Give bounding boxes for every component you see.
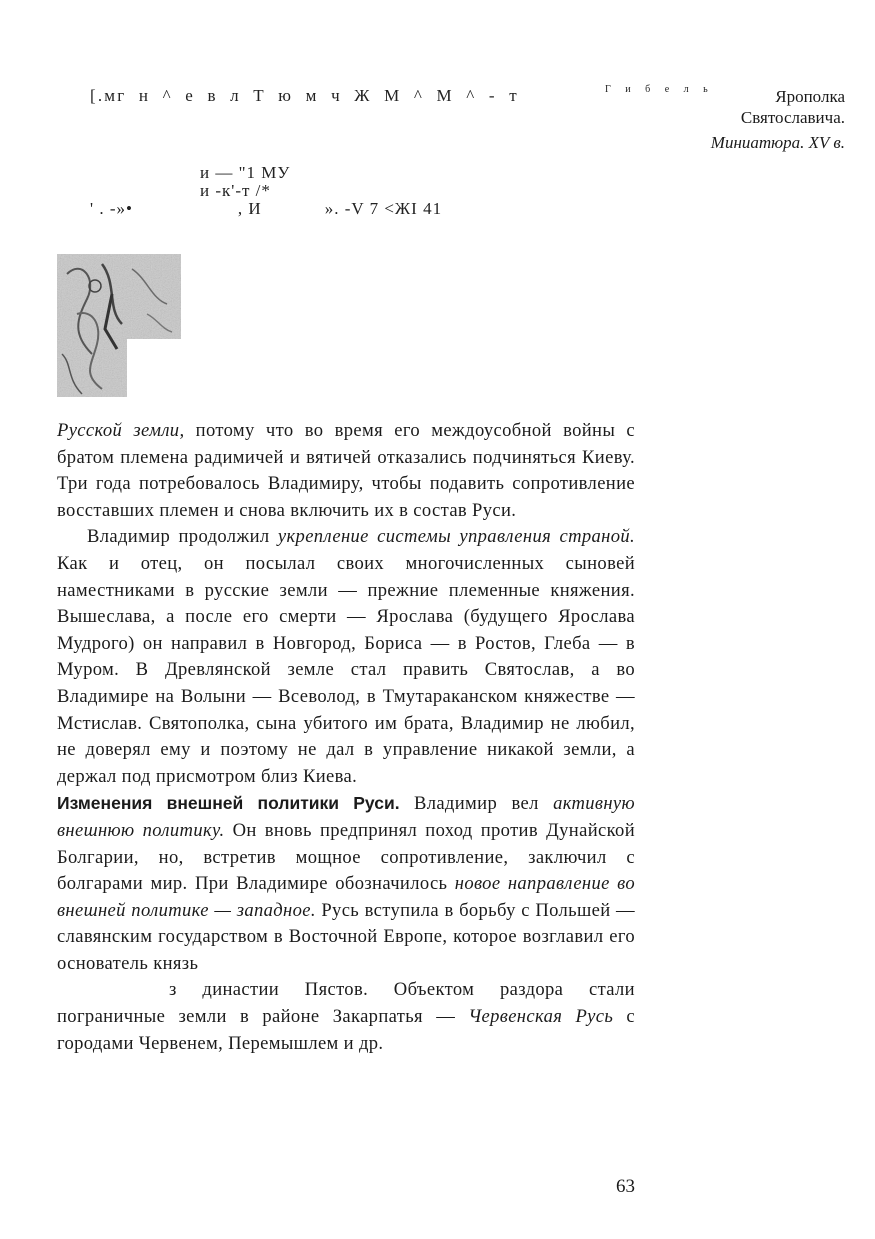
miniature-drawing [57, 254, 181, 397]
page-number: 63 [616, 1176, 635, 1197]
p3-italic-1: активную внешнюю политику. [57, 793, 635, 841]
p3-b: Он вновь предпринял поход против Дунайской Болгарии, но, встретив мощное сопротивление, заключил с болгарами мир. При Владимире обозначилось [57, 819, 635, 895]
caption-line-1: Ярополка [775, 87, 845, 106]
paragraph-3 [57, 790, 635, 1057]
figure-caption [711, 86, 845, 153]
p2-italic: укрепление системы управления страной. [277, 526, 636, 548]
p2-start: Владимир продолжил [87, 526, 278, 548]
caption-line-2: Святославича. [740, 108, 845, 127]
miniature-image [57, 254, 181, 397]
p1-text: потому что во время его междоусобной войны с братом племена радимичей и вятичей отказались подчиняться Киеву. Три года потребовалось Владимиру, чтобы подавить сопротивление восставших племен и снова включить их в состав Руси. [57, 420, 635, 521]
ocr-garble-line-3: и -к'-т /* [200, 181, 271, 200]
caption-line-3: Миниатюра. XV в. [710, 133, 845, 152]
ocr-garble-line-2: и — "1 МУ [200, 163, 291, 182]
p3-e: с городами Червенем, Перемышлем и др. [57, 1006, 636, 1054]
ocr-garble-line-4: ' . -»• , И ». -V 7 <ЖI 41 [90, 199, 443, 218]
body-text [57, 418, 635, 1057]
p1-italic: Русской земли, [57, 420, 185, 441]
p3-d: з династии Пястов. Объектом раздора стали пограничные земли в районе Закарпатья — [57, 979, 635, 1028]
p3-c: Русь вступила в борьбу с Польшей — славянским государством в Восточной Европе, которое возглавил его основатель князь [57, 899, 635, 974]
paragraph-2 [57, 524, 635, 790]
p3-italic-2: новое направление во внешней политике — западное. [57, 873, 635, 921]
paragraph-1 [57, 418, 635, 524]
ocr-garble-line-1: [.мг н ^ е в л Т ю м ч Ж М ^ М ^ - т [90, 86, 519, 105]
section-heading: Изменения внешней политики Руси. [57, 793, 400, 814]
p3-a: Владимир вел [399, 793, 554, 815]
ocr-garble-small: Г и б е л ь [605, 84, 714, 95]
p3-italic-3: Червенская Русь [468, 1006, 614, 1028]
p2-text: Как и отец, он посылал своих многочисленных сыновей наместниками в русские земли — прежние племенные княжения. Вышеслава, а после его смерти — Ярослава (будущего Ярослава Мудрого) он направил в Новгород, Бориса — в Ростов, Глеба — в Муром. В Древлянской земле стал править Святослав, а во Владимире на Волыни — Всеволод, в Тмутараканском княжестве — Мстислав. Святополка, сына убитого им брата, Владимир не любил, не доверял ему и поэтому не дал в управление никакой земли, а держал под присмотром близ Киева. [57, 552, 635, 787]
